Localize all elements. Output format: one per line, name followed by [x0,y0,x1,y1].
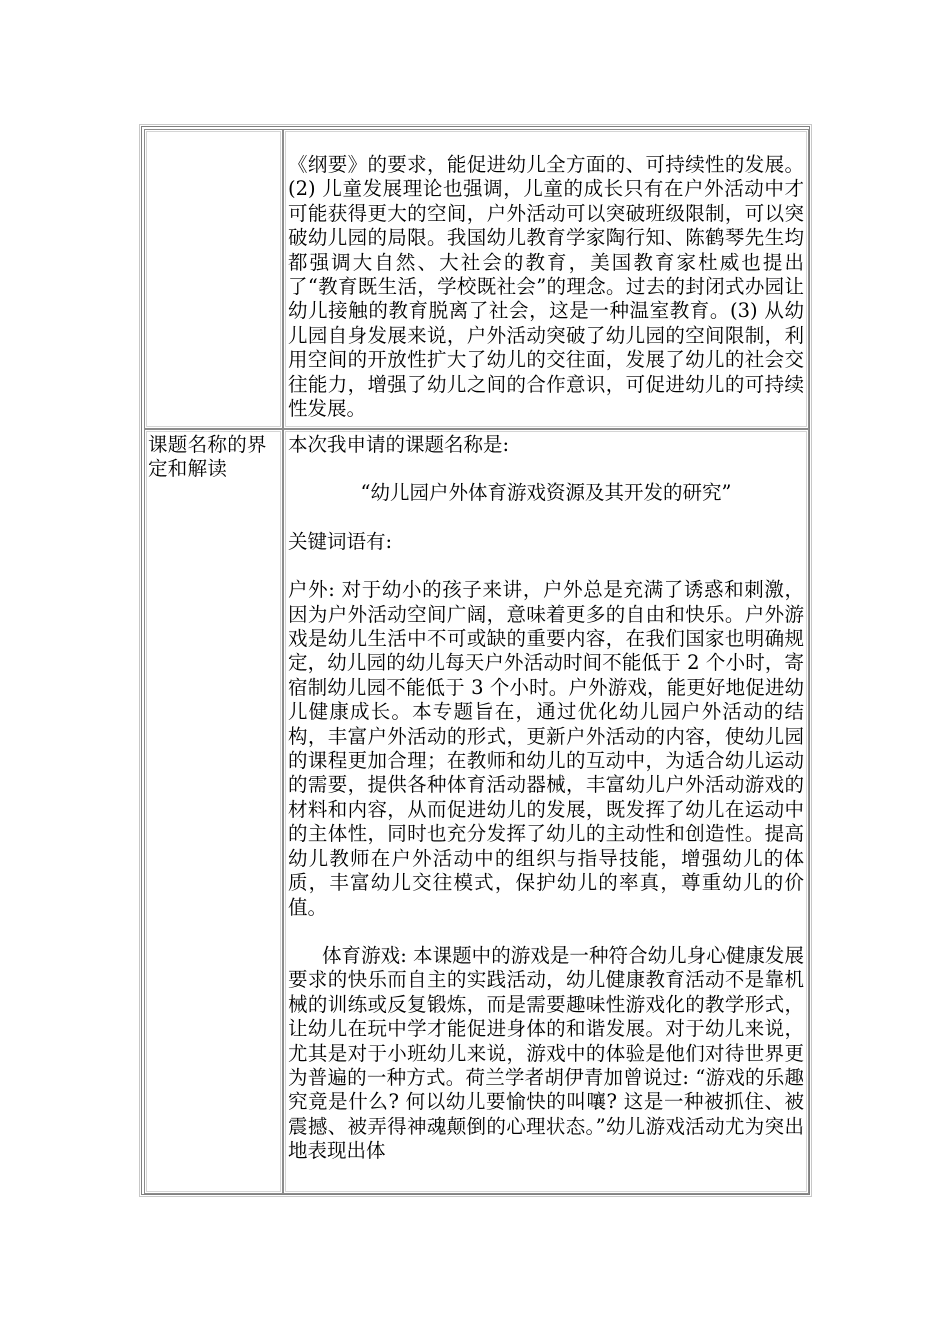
topic-intro: 本次我申请的课题名称是: [288,433,510,456]
background-paragraph: 《纲要》的要求，能促进幼儿全方面的、可持续性的发展。(2) 儿童发展理论也强调，儿童的成长只有在户外活动中才可能获得更大的空间，户外活动可以突破班级限制，可以突破幼儿园的局限。我国幼儿教育学家陶行知、陈鹤琴先生均都强调大自然、大社会的教育，美国教育家杜威也提出了“教育既生活，学校既社会”的理念。过去的封闭式办园让幼儿接触的教育脱离了社会，这是一种温室教育。(3) 从幼儿园自身发展来说，户外活动突破了幼儿园的空间限制，利用空间的开放性扩大了幼儿的交往面，发展了幼儿的社会交往能力，增强了幼儿之间的合作意识，可促进幼儿的可持续性发展。 [288,153,804,421]
application-form-table [141,126,810,1195]
topic-title: “幼儿园户外体育游戏资源及其开发的研究” [360,481,732,505]
row1-content-cell [283,129,809,429]
keywords-heading: 关键词语有: [288,529,393,553]
row2-content-cell [283,429,809,1194]
keyword-sports-game-paragraph: 体育游戏: 本课题中的游戏是一种符合幼儿身心健康发展要求的快乐而自主的实践活动，幼儿健康教育活动不是靠机械的训练或反复锻炼，而是需要趣味性游戏化的教学形式，让幼儿在玩中学才能促进身体的和谐发展。对于幼儿来说，尤其是对于小班幼儿来说，游戏中的体验是他们对待世界更为普遍的一种方式。荷兰学者胡伊青加曾说过: “游戏的乐趣究竟是什么? 何以幼儿要愉快的叫嚷? 这是一种被抓住、被震撼、被弄得神魂颠倒的心理状态。”幼儿游戏活动尤为突出地表现出体 [288,943,804,1163]
topic-definition-label: 课题名称的界定和解读 [148,433,267,481]
row1-label-cell [144,129,283,429]
row2-label-cell [144,429,283,1194]
keyword-outdoor-paragraph: 户外: 对于幼小的孩子来讲，户外总是充满了诱惑和刺激，因为户外活动空间广阔，意味着更多的自由和快乐。户外游戏是幼儿生活中不可或缺的重要内容，在我们国家也明确规定，幼儿园的幼儿每天户外活动时间不能低于 2 个小时，寄宿制幼儿园不能低于 3 个小时。户外游戏，能更好地促进幼儿健康成长。本专题旨在，通过优化幼儿园户外活动的结构，丰富户外活动的形式，更新户外活动的内容，使幼儿园的课程更加合理；在教师和幼儿的互动中，为适合幼儿运动的需要，提供各种体育活动器械，丰富幼儿户外活动游戏的材料和内容，从而促进幼儿的发展，既发挥了幼儿在运动中的主体性，同时也充分发挥了幼儿的主动性和创造性。提高幼儿教师在户外活动中的组织与指导技能，增强幼儿的体质，丰富幼儿交往模式，保护幼儿的率真，尊重幼儿的价值。 [288,578,804,919]
row1-label [145,130,282,133]
